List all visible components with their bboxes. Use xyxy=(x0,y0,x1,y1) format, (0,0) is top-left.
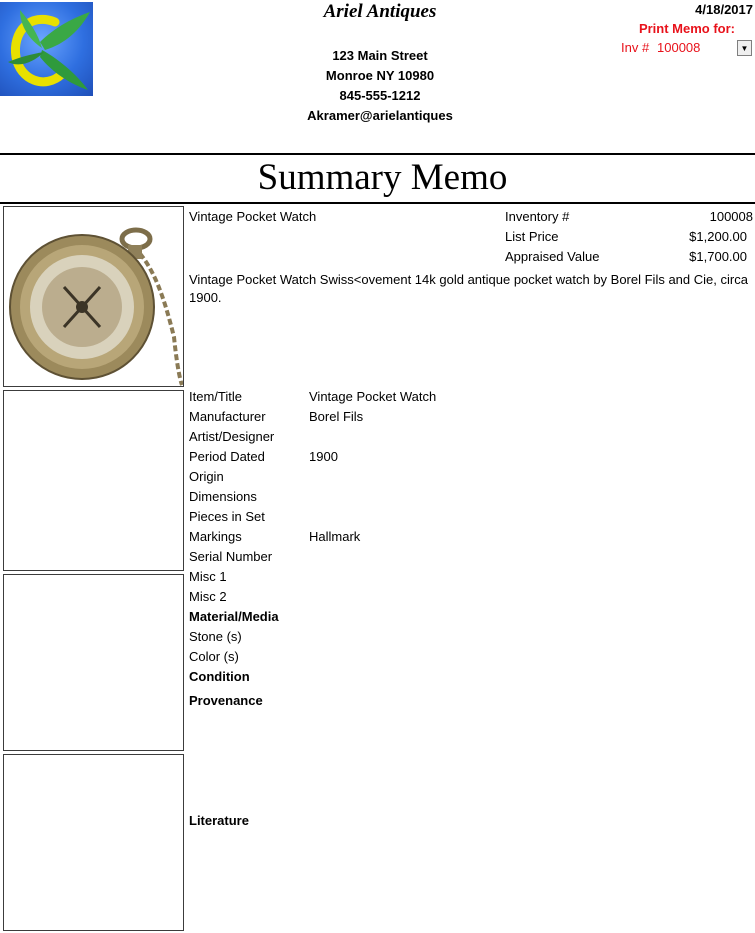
detail-label: Misc 2 xyxy=(189,589,227,604)
literature-heading: Literature xyxy=(189,813,249,828)
color-label: Color (s) xyxy=(189,649,239,664)
detail-label: Markings xyxy=(189,529,242,544)
image-placeholder-3 xyxy=(3,574,184,751)
detail-value: Hallmark xyxy=(309,529,361,544)
detail-label: Misc 1 xyxy=(189,569,227,584)
appraised-value-label: Appraised Value xyxy=(505,249,600,264)
detail-value: Vintage Pocket Watch xyxy=(309,389,437,404)
inv-label: Inv # xyxy=(621,40,650,55)
item-name: Vintage Pocket Watch xyxy=(189,209,317,224)
memo-date: 4/18/2017 xyxy=(695,2,753,17)
material-media-heading: Material/Media xyxy=(189,609,279,624)
list-price-label: List Price xyxy=(505,229,559,244)
inventory-value: 100008 xyxy=(709,209,753,224)
image-placeholder-4 xyxy=(3,754,184,931)
detail-label: Artist/Designer xyxy=(189,429,275,444)
inv-dropdown-button[interactable] xyxy=(737,40,752,56)
company-logo xyxy=(0,2,93,96)
item-description: Vintage Pocket Watch Swiss<ovement 14k gold antique pocket watch by Borel Fils and Cie, circa 1900. xyxy=(189,272,748,305)
condition-heading: Condition xyxy=(189,669,250,684)
address-street: 123 Main Street xyxy=(332,48,428,63)
detail-label: Period Dated xyxy=(189,449,265,464)
detail-label: Manufacturer xyxy=(189,409,266,424)
inventory-label: Inventory # xyxy=(505,209,570,224)
stone-label: Stone (s) xyxy=(189,629,242,644)
item-photo xyxy=(3,206,184,387)
detail-value: Borel Fils xyxy=(309,409,364,424)
detail-label: Dimensions xyxy=(189,489,257,504)
detail-label: Serial Number xyxy=(189,549,273,564)
detail-label: Origin xyxy=(189,469,224,484)
appraised-value-value: $1,700.00 xyxy=(689,249,747,264)
inv-select-value[interactable]: 100008 xyxy=(657,40,701,55)
print-memo-label: Print Memo for: xyxy=(638,21,735,36)
phone-number: 845-555-1212 xyxy=(339,88,421,103)
company-name: Ariel Antiques xyxy=(323,1,437,22)
list-price-value: $1,200.00 xyxy=(689,229,747,244)
page-title: Summary Memo xyxy=(257,157,508,198)
detail-value: 1900 xyxy=(309,449,338,464)
chevron-down-icon: ▼ xyxy=(740,43,749,53)
detail-label: Item/Title xyxy=(189,389,242,404)
image-placeholder-2 xyxy=(3,390,184,571)
email-address: Akramer@arielantiques xyxy=(307,108,453,123)
detail-label: Pieces in Set xyxy=(189,509,265,524)
provenance-heading: Provenance xyxy=(189,693,263,708)
title-rule-bottom xyxy=(0,202,755,204)
address-city: Monroe NY 10980 xyxy=(325,68,435,83)
